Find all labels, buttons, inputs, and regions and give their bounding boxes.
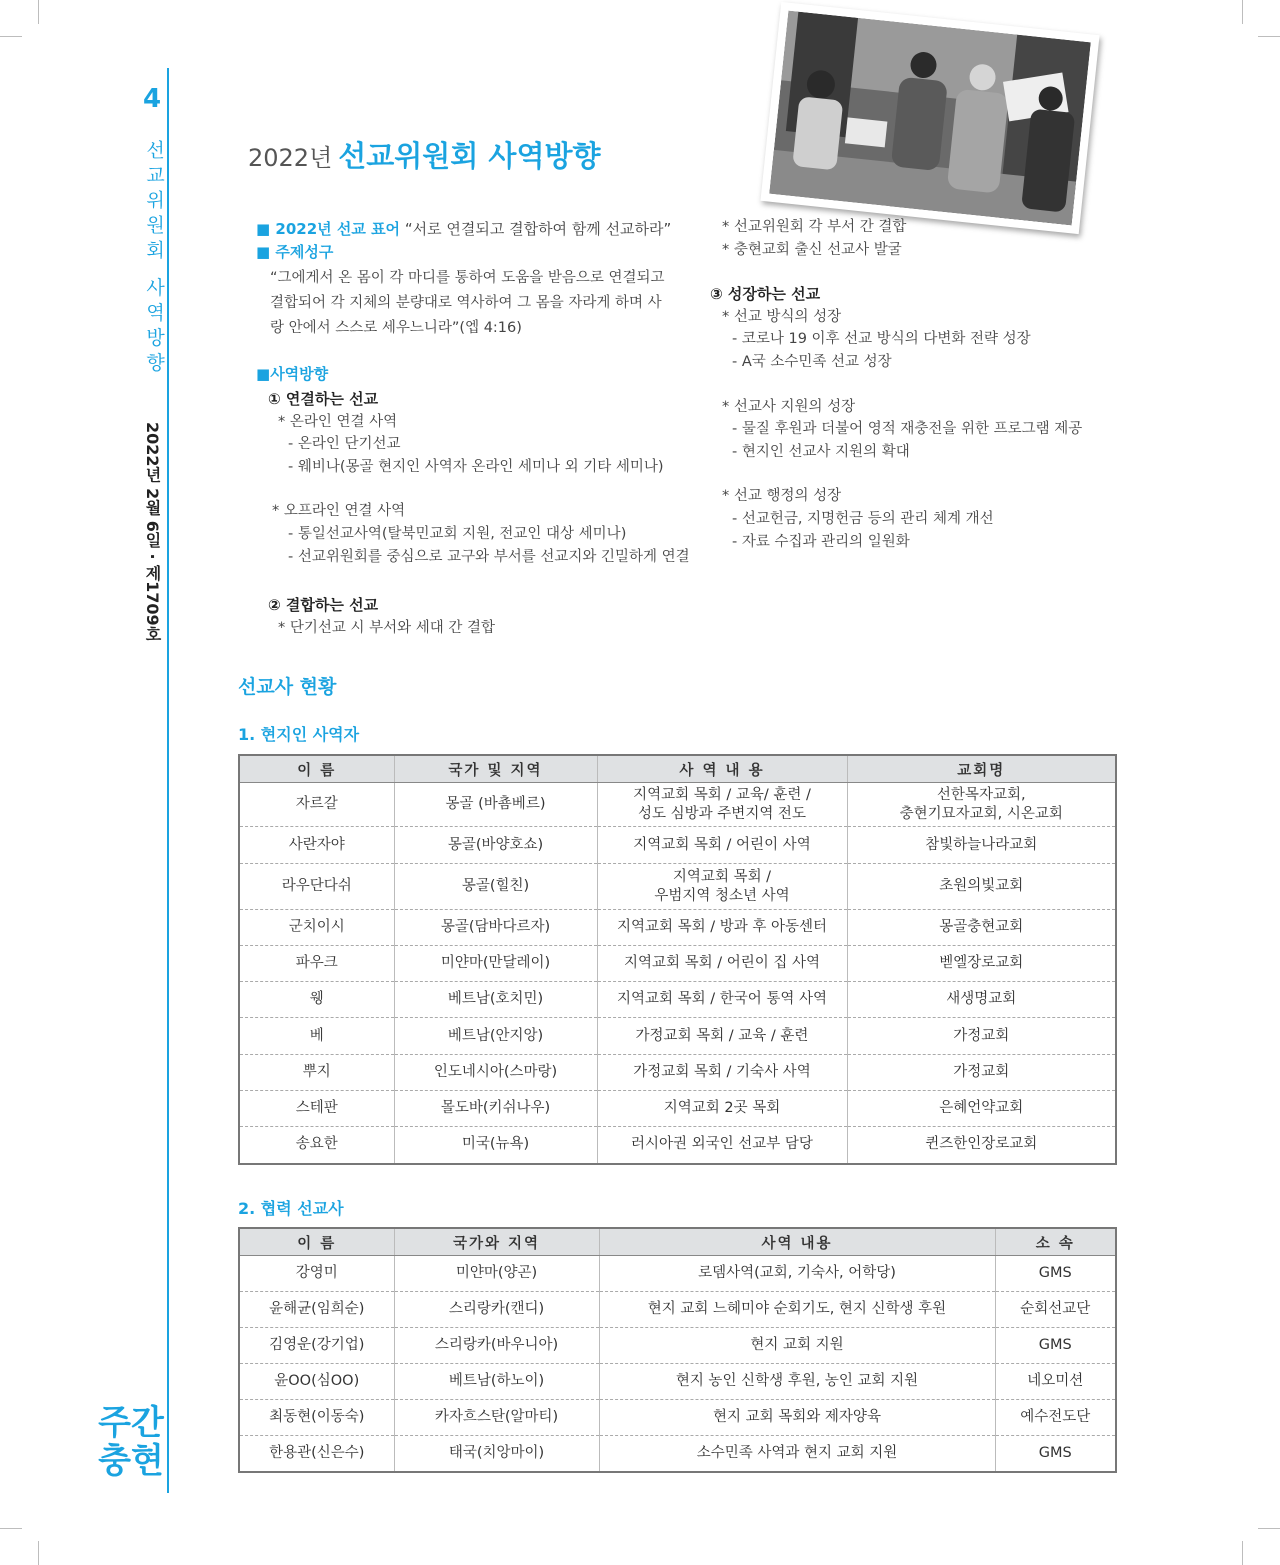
crop-mark [1258, 36, 1280, 37]
region-cell: 태국(치앙마이) [394, 1436, 599, 1472]
cell-text: 선한목자교회, [936, 786, 1026, 803]
item-text: - A국 소수민족 선교 성장 [732, 353, 892, 370]
page-title [248, 134, 601, 175]
work-cell: 현지 교회 느헤미야 순회기도, 현지 신학생 후원 [599, 1292, 995, 1328]
region-cell [394, 1091, 597, 1127]
item-text: - 현지인 선교사 지원의 확대 [732, 443, 910, 460]
column-header: 사 역 내 용 [597, 755, 847, 783]
cell-text: 가정교회 [953, 1064, 1010, 1080]
table2-heading: 2. 협력 선교사 [238, 1199, 344, 1218]
item-text: - 통일선교사역(탈북민교회 지원, 전교인 대상 세미나) [288, 525, 627, 542]
column-header: 국가 및 지역 [394, 755, 597, 783]
cell-text: 몽골(바양호쇼) [447, 836, 544, 853]
table-row [239, 1091, 1116, 1127]
cell-text: 스테판 [295, 1100, 338, 1116]
cell-text: 지역교회 목회 / 교육/ 훈련 / [633, 786, 811, 803]
org-cell: GMS [995, 1328, 1116, 1364]
work-cell: 로뎀사역(교회, 기숙사, 어학당) [599, 1256, 995, 1292]
item-text: * 온라인 연결 사역 [278, 413, 398, 430]
name-cell [239, 1018, 394, 1055]
column-header: 소 속 [995, 1228, 1116, 1256]
cell-text: 지역교회 2곳 목회 [663, 1100, 781, 1116]
bullet-square: ■ [256, 220, 276, 238]
issue-date: 2022년 2월 6일 · 제1709호 [143, 422, 162, 642]
region-cell [394, 946, 597, 982]
church-cell [847, 1091, 1116, 1127]
org-cell: GMS [995, 1436, 1116, 1472]
page-number: 4 [143, 84, 162, 114]
cell-text: 몽골(힐친) [461, 878, 530, 894]
name-cell [239, 982, 394, 1018]
work-cell [597, 1055, 847, 1091]
work-cell: 현지 농인 신학생 후원, 농인 교회 지원 [599, 1364, 995, 1400]
slogan-label: 2022년 선교 표어 [275, 220, 401, 238]
table-row [239, 864, 1116, 910]
region-cell: 카자흐스탄(알마티) [394, 1400, 599, 1436]
cell-text: 사란자야 [288, 836, 345, 853]
name-cell: 한용관(신은수) [239, 1436, 394, 1472]
work-cell [597, 827, 847, 864]
brand-line: 주간 [98, 1403, 164, 1443]
cell-text: 우범지역 청소년 사역 [654, 887, 790, 904]
slogan-text: “서로 연결되고 결합하여 함께 선교하라” [404, 220, 672, 238]
column-header: 이 름 [239, 755, 394, 783]
item-text: - 자료 수집과 관리의 일원화 [732, 533, 910, 550]
partner-missionaries-table [238, 1227, 1117, 1473]
name-cell [239, 783, 394, 827]
bullet-square: ■ [256, 243, 276, 261]
table-row [239, 1055, 1116, 1091]
crop-mark [1242, 0, 1243, 24]
cell-text: 몽골충현교회 [939, 919, 1024, 935]
item-text: - 선교헌금, 지명헌금 등의 관리 체계 개선 [732, 510, 994, 527]
table-row [239, 1127, 1116, 1164]
church-cell [847, 1055, 1116, 1091]
name-cell [239, 1055, 394, 1091]
church-cell [847, 783, 1116, 827]
crop-mark [38, 0, 39, 24]
table-row [239, 1364, 1116, 1400]
work-cell [597, 1091, 847, 1127]
item-text: * 선교 행정의 성장 [722, 488, 842, 505]
local-workers-table [238, 754, 1117, 1165]
cell-text: 미얀마(만달레이) [440, 955, 551, 971]
name-cell: 강영미 [239, 1256, 394, 1292]
cell-text: 지역교회 목회 / 어린이 집 사역 [623, 955, 820, 971]
name-cell [239, 1091, 394, 1127]
cell-text: 라우단다쉬 [281, 878, 352, 894]
cell-text: 은혜언약교회 [939, 1100, 1024, 1116]
brand-line: 충현 [98, 1441, 164, 1481]
table1-heading: 1. 현지인 사역자 [238, 725, 360, 744]
item-text: * 선교 방식의 성장 [722, 308, 842, 325]
cell-text: 참빛하늘나라교회 [925, 836, 1038, 853]
cell-text: 몽골 (바춈베르) [445, 796, 546, 812]
item-text: - 물질 후원과 더불어 영적 재충전을 위한 프로그램 제공 [732, 421, 1083, 438]
column-header: 이 름 [239, 1228, 394, 1256]
cell-text: 베트남(호치민) [447, 991, 544, 1007]
region-cell: 미얀마(양곤) [394, 1256, 599, 1292]
item-text: - 웨비나(몽골 현지인 사역자 온라인 세미나 외 기타 세미나) [288, 458, 664, 475]
item-heading: ② 결합하는 선교 [268, 596, 379, 615]
church-cell [847, 1018, 1116, 1055]
item-heading: ① 연결하는 선교 [268, 390, 379, 408]
table-row [239, 1018, 1116, 1055]
cell-text: 충현기묘자교회, 시온교회 [899, 805, 1063, 822]
cell-text: 베 [309, 1027, 324, 1044]
column-header: 사역 내용 [599, 1228, 995, 1256]
region-cell [394, 864, 597, 910]
table-row [239, 1292, 1116, 1328]
name-cell [239, 1127, 394, 1164]
item-text: * 오프라인 연결 사역 [272, 503, 406, 520]
cell-text: 자르갈 [295, 796, 338, 812]
table-row [239, 1400, 1116, 1436]
church-cell [847, 946, 1116, 982]
title-year: 2022년 [248, 144, 333, 172]
work-cell: 소수민족 사역과 현지 교회 지원 [599, 1436, 995, 1472]
name-cell: 최동현(이동숙) [239, 1400, 394, 1436]
work-cell: 현지 교회 지원 [599, 1328, 995, 1364]
region-cell: 스리랑카(캔디) [394, 1292, 599, 1328]
verse-line: 결합되어 각 지체의 분량대로 역사하여 그 몸을 자라게 하며 사 [270, 295, 662, 311]
spine-section-title: 선교위원회 사역방향 [143, 140, 165, 378]
table-row [239, 1436, 1116, 1472]
column-header: 국가와 지역 [394, 1228, 599, 1256]
item-text: * 선교사 지원의 성장 [722, 398, 856, 415]
church-cell [847, 864, 1116, 910]
cell-text: 러시아권 외국인 선교부 담당 [631, 1136, 813, 1153]
left-column [256, 216, 690, 639]
verse-line: 랑 안에서 스스로 세우느니라”(엡 4:16) [270, 320, 522, 336]
table-header-row [239, 755, 1116, 783]
work-cell [597, 783, 847, 827]
cell-text: 웽 [309, 991, 324, 1007]
cell-text: 미국(뉴욕) [461, 1136, 530, 1153]
cell-text: 뿌지 [302, 1064, 331, 1080]
region-cell: 베트남(하노이) [394, 1364, 599, 1400]
column-header: 교회명 [847, 755, 1116, 783]
cell-text: 성도 심방과 주변지역 전도 [638, 805, 806, 822]
cell-text: 가정교회 목회 / 기숙사 사역 [633, 1064, 811, 1080]
publication-brand [96, 1404, 166, 1480]
table-row [239, 1256, 1116, 1292]
org-cell: 순회선교단 [995, 1292, 1116, 1328]
item-text: * 충현교회 출신 선교사 발굴 [722, 241, 902, 258]
region-cell [394, 1055, 597, 1091]
crop-mark [38, 1541, 39, 1565]
item-text: - 선교위원회를 중심으로 교구와 부서를 선교지와 긴밀하게 연결 [288, 548, 690, 565]
cell-text: 몰도바(키쉬나우) [440, 1100, 551, 1116]
region-cell [394, 1127, 597, 1164]
name-cell: 윤해균(임희순) [239, 1292, 394, 1328]
work-cell [597, 910, 847, 946]
org-cell: 네오미션 [995, 1364, 1116, 1400]
table-row [239, 827, 1116, 864]
table-row [239, 1328, 1116, 1364]
region-cell [394, 783, 597, 827]
cell-text: 몽골(담바다르자) [440, 919, 551, 935]
cell-text: 지역교회 목회 / 어린이 사역 [633, 836, 811, 853]
verse-line: “그에게서 온 몸이 각 마디를 통하여 도움을 받음으로 연결되고 [270, 270, 665, 286]
mission-photo [760, 2, 1099, 234]
church-cell [847, 1127, 1116, 1164]
work-cell [597, 946, 847, 982]
cell-text: 새생명교회 [946, 991, 1017, 1007]
cell-text: 지역교회 목회 / 방과 후 아동센터 [616, 919, 828, 935]
cell-text: 지역교회 목회 / 한국어 통역 사역 [616, 991, 828, 1007]
cell-text: 가정교회 목회 / 교육 / 훈련 [635, 1027, 809, 1044]
name-cell: 김영운(강기업) [239, 1328, 394, 1364]
name-cell [239, 864, 394, 910]
work-cell [597, 1127, 847, 1164]
table-row [239, 910, 1116, 946]
name-cell [239, 910, 394, 946]
crop-mark [1242, 1541, 1243, 1565]
work-cell [597, 982, 847, 1018]
crop-mark [0, 1528, 22, 1529]
name-cell [239, 946, 394, 982]
cell-text: 베트남(안지앙) [447, 1027, 544, 1044]
right-column [710, 216, 1083, 553]
work-cell [597, 864, 847, 910]
name-cell: 윤OO(심OO) [239, 1364, 394, 1400]
cell-text: 인도네시아(스마랑) [433, 1064, 558, 1080]
item-heading: ③ 성장하는 선교 [710, 285, 821, 304]
title-text: 선교위원회 사역방향 [338, 139, 601, 173]
photo-image [769, 11, 1091, 226]
theme-label: 주제성구 [275, 243, 334, 261]
church-cell [847, 982, 1116, 1018]
item-text: * 선교위원회 각 부서 간 결합 [722, 219, 907, 235]
region-cell [394, 910, 597, 946]
org-cell: 예수전도단 [995, 1400, 1116, 1436]
item-text: * 단기선교 시 부서와 세대 간 결합 [278, 619, 495, 636]
direction-label: 사역방향 [270, 365, 329, 383]
cell-text: 벧엘장로교회 [939, 955, 1024, 971]
region-cell [394, 982, 597, 1018]
church-cell [847, 910, 1116, 946]
region-cell [394, 1018, 597, 1055]
cell-text: 가정교회 [953, 1027, 1010, 1044]
item-text: - 온라인 단기선교 [288, 436, 401, 453]
name-cell [239, 827, 394, 864]
bullet-square: ■ [256, 365, 271, 383]
cell-text: 송요한 [295, 1136, 338, 1153]
table-row [239, 982, 1116, 1018]
table-row [239, 783, 1116, 827]
org-cell: GMS [995, 1256, 1116, 1292]
region-cell: 스리랑카(바우니아) [394, 1328, 599, 1364]
table-row [239, 946, 1116, 982]
cell-text: 파우크 [295, 955, 338, 971]
cell-text: 퀸즈한인장로교회 [925, 1136, 1038, 1153]
table-header-row [239, 1228, 1116, 1256]
cell-text: 군치이시 [288, 919, 345, 935]
church-cell [847, 827, 1116, 864]
work-cell: 현지 교회 목회와 제자양육 [599, 1400, 995, 1436]
crop-mark [0, 36, 22, 37]
missionary-status-heading: 선교사 현황 [238, 676, 337, 698]
crop-mark [1258, 1528, 1280, 1529]
cell-text: 초원의빛교회 [939, 878, 1024, 894]
region-cell [394, 827, 597, 864]
work-cell [597, 1018, 847, 1055]
item-text: - 코로나 19 이후 선교 방식의 다변화 전략 성장 [732, 331, 1031, 348]
cell-text: 지역교회 목회 / [672, 868, 772, 885]
